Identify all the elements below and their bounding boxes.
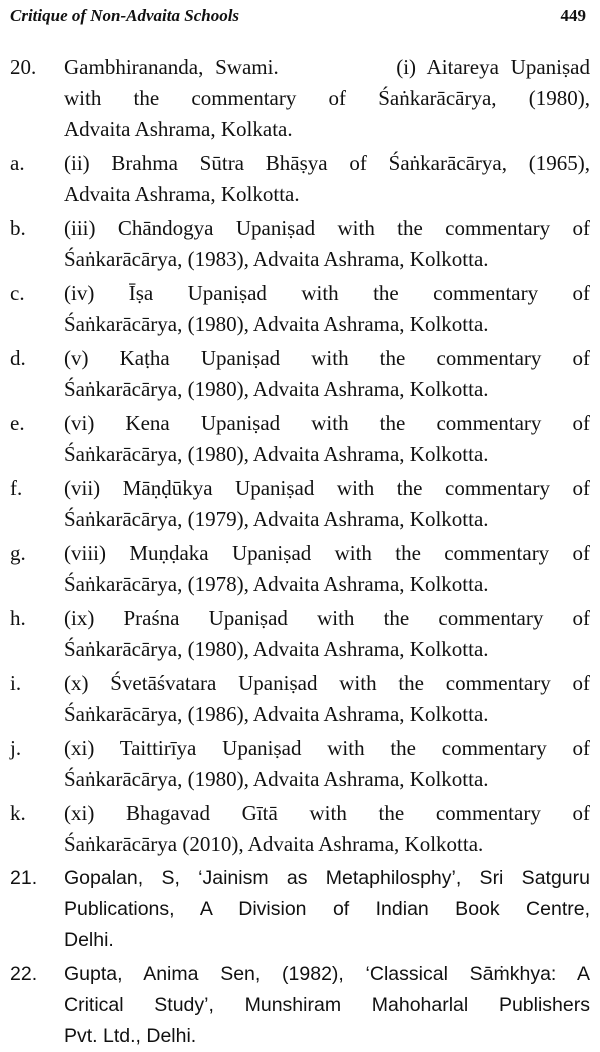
- reference-entry-21: [10, 863, 590, 956]
- reference-text: [64, 148, 590, 210]
- reference-text: [64, 863, 590, 956]
- reference-entry-a: [10, 148, 590, 210]
- reference-line: Śaṅkarācārya, (1979), Advaita Ashrama, Kolkotta.: [64, 507, 489, 531]
- reference-text: [64, 733, 590, 795]
- reference-line: Śaṅkarācārya, (1978), Advaita Ashrama, Kolkotta.: [64, 572, 489, 596]
- reference-entry-h: [10, 603, 590, 665]
- reference-label: e.: [10, 411, 25, 435]
- reference-label: i.: [10, 671, 22, 695]
- reference-line: (xi) Taittirīya Upaniṣad with the commentary of: [64, 736, 590, 760]
- reference-text: [64, 798, 590, 860]
- reference-label: f.: [10, 476, 23, 500]
- reference-label: b.: [10, 216, 26, 240]
- reference-line: Critical Study’, Munshiram Mahoharlal Publishers: [64, 994, 590, 1016]
- reference-line: Śaṅkarācārya, (1980), Advaita Ashrama, Kolkotta.: [64, 637, 489, 661]
- reference-line: (iv) Īṣa Upaniṣad with the commentary of: [64, 281, 590, 305]
- reference-text: [64, 473, 590, 535]
- reference-entry-20: [10, 52, 590, 145]
- reference-text: [64, 959, 590, 1052]
- reference-text: [64, 538, 590, 600]
- reference-text: [64, 213, 590, 275]
- reference-line: (ii) Brahma Sūtra Bhāṣya of Śaṅkarācārya, (1965),: [64, 151, 590, 175]
- reference-line: Śaṅkarācārya, (1980), Advaita Ashrama, Kolkotta.: [64, 312, 489, 336]
- reference-line: Śaṅkarācārya, (1986), Advaita Ashrama, Kolkotta.: [64, 702, 489, 726]
- reference-line: Gopalan, S, ‘Jainism as Metaphilosphy’, Sri Satguru: [64, 867, 590, 889]
- running-header: [10, 6, 586, 30]
- reference-entry-j: [10, 733, 590, 795]
- reference-line: Advaita Ashrama, Kolkata.: [64, 117, 293, 141]
- reference-line: Śaṅkarācārya, (1980), Advaita Ashrama, Kolkotta.: [64, 377, 489, 401]
- reference-label: k.: [10, 801, 26, 825]
- reference-line: Gupta, Anima Sen, (1982), ‘Classical Sāṁkhya: A: [64, 963, 590, 985]
- reference-line: Śaṅkarācārya, (1980), Advaita Ashrama, Kolkotta.: [64, 767, 489, 791]
- reference-text: [64, 603, 590, 665]
- reference-entry-i: [10, 668, 590, 730]
- reference-line: (ix) Praśna Upaniṣad with the commentary of: [64, 606, 590, 630]
- reference-line: (v) Kaṭha Upaniṣad with the commentary of: [64, 346, 590, 370]
- reference-entry-22: [10, 959, 590, 1052]
- page-number: 449: [560, 6, 586, 25]
- reference-line: Śaṅkarācārya, (1983), Advaita Ashrama, Kolkotta.: [64, 247, 489, 271]
- reference-label: j.: [10, 736, 22, 760]
- reference-line: Advaita Ashrama, Kolkotta.: [64, 182, 300, 206]
- reference-text: [64, 668, 590, 730]
- reference-text: [64, 278, 590, 340]
- reference-line: (x) Śvetāśvatara Upaniṣad with the commentary of: [64, 671, 590, 695]
- reference-text: [64, 52, 590, 145]
- reference-entry-k: [10, 798, 590, 860]
- reference-label: 21.: [10, 867, 38, 889]
- reference-line: Gambhirananda, Swami. (i) Aitareya Upaniṣad: [64, 55, 590, 79]
- reference-line: (iii) Chāndogya Upaniṣad with the commentary of: [64, 216, 590, 240]
- reference-label: 20.: [10, 55, 37, 79]
- reference-entry-g: [10, 538, 590, 600]
- reference-label: c.: [10, 281, 25, 305]
- reference-line: (vi) Kena Upaniṣad with the commentary of: [64, 411, 590, 435]
- reference-line: Publications, A Division of Indian Book Centre,: [64, 898, 590, 920]
- reference-text: [64, 343, 590, 405]
- reference-label: 22.: [10, 963, 38, 985]
- running-title: Critique of Non-Advaita Schools: [10, 6, 240, 25]
- reference-label: d.: [10, 346, 26, 370]
- reference-line: Śaṅkarācārya, (1980), Advaita Ashrama, Kolkotta.: [64, 442, 489, 466]
- reference-line: (xi) Bhagavad Gītā with the commentary of: [64, 801, 590, 825]
- reference-line: with the commentary of Śaṅkarācārya, (1980),: [64, 86, 590, 110]
- reference-entry-e: [10, 408, 590, 470]
- reference-text: [64, 408, 590, 470]
- reference-line: Pvt. Ltd., Delhi.: [64, 1025, 197, 1047]
- reference-label: g.: [10, 541, 26, 565]
- reference-entry-f: [10, 473, 590, 535]
- reference-entry-b: [10, 213, 590, 275]
- reference-list: [10, 52, 590, 1052]
- reference-line: (vii) Māṇḍūkya Upaniṣad with the commentary of: [64, 476, 590, 500]
- reference-label: h.: [10, 606, 26, 630]
- reference-line: Delhi.: [64, 929, 114, 951]
- reference-line: Śaṅkarācārya (2010), Advaita Ashrama, Kolkotta.: [64, 832, 484, 856]
- reference-entry-d: [10, 343, 590, 405]
- reference-line: (viii) Muṇḍaka Upaniṣad with the commentary of: [64, 541, 590, 565]
- reference-label: a.: [10, 151, 25, 175]
- reference-entry-c: [10, 278, 590, 340]
